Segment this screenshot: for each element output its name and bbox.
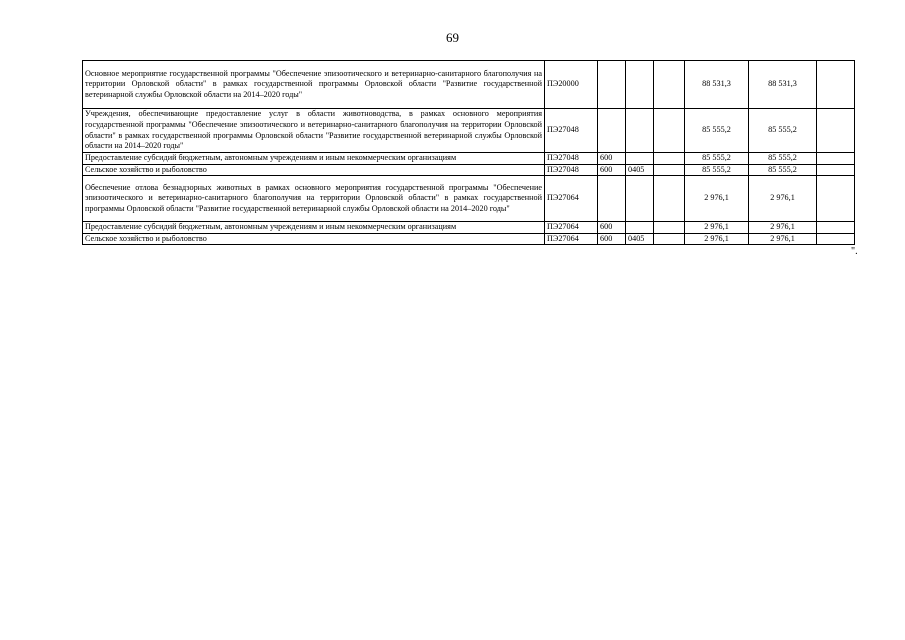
row-blank [654, 164, 685, 176]
row-name: Основное мероприятие государственной программы "Обеспечение эпизоотического и ветеринарно-санитарного благополучия на территории Орловской области" в рамках государственной программы Орловской области "Развитие государственной ветеринарной службы Орловской области на 2014–2020 годы" [83, 61, 545, 109]
row-sum1: 2 976,1 [685, 176, 749, 222]
row-vr: 600 [598, 164, 626, 176]
row-sum1: 2 976,1 [685, 222, 749, 234]
row-rz: 0405 [626, 233, 654, 245]
row-vr: 600 [598, 233, 626, 245]
row-sum2: 2 976,1 [749, 176, 817, 222]
row-name: Учреждения, обеспечивающие предоставление услуг в области животноводства, в рамках основного мероприятия государственной программы "Обеспечение эпизоотического и ветеринарно-санитарного благополучия на территории Орловской области" в рамках государственной программы Орловской области "Развитие государственной ветеринарной службы Орловской области на 2014–2020 годы" [83, 109, 545, 153]
row-sum1: 2 976,1 [685, 233, 749, 245]
table-row [83, 176, 855, 222]
row-rz: 0405 [626, 164, 654, 176]
row-sum1: 88 531,3 [685, 61, 749, 109]
table-row [83, 61, 855, 109]
table-row [83, 164, 855, 176]
row-code: ПЭ27064 [545, 222, 598, 234]
row-vr [598, 176, 626, 222]
row-blank [654, 61, 685, 109]
row-blank [654, 109, 685, 153]
row-sum2: 85 555,2 [749, 153, 817, 165]
closing-quote-mark: ". [851, 246, 858, 257]
row-vr [598, 61, 626, 109]
budget-table [82, 60, 855, 245]
row-extra [817, 109, 855, 153]
row-sum2: 85 555,2 [749, 164, 817, 176]
row-code: ПЭ20000 [545, 61, 598, 109]
row-rz [626, 222, 654, 234]
table-row [83, 222, 855, 234]
row-sum1: 85 555,2 [685, 153, 749, 165]
row-code: ПЭ27064 [545, 233, 598, 245]
row-name: Предоставление субсидий бюджетным, автономным учреждениям и иным некоммерческим организациям [83, 153, 545, 165]
row-extra [817, 153, 855, 165]
row-rz [626, 153, 654, 165]
row-sum2: 88 531,3 [749, 61, 817, 109]
row-extra [817, 176, 855, 222]
row-rz [626, 61, 654, 109]
row-sum2: 2 976,1 [749, 222, 817, 234]
row-vr [598, 109, 626, 153]
page-number: 69 [446, 30, 459, 45]
row-code: ПЭ27048 [545, 153, 598, 165]
row-extra [817, 233, 855, 245]
row-blank [654, 176, 685, 222]
row-vr: 600 [598, 222, 626, 234]
table-row [83, 109, 855, 153]
row-name: Обеспечение отлова безнадзорных животных в рамках основного мероприятия государственной программы "Обеспечение эпизоотического и ветеринарно-санитарного благополучия на территории Орловской области" в рамках государственной программы Орловской области "Развитие государственной ветеринарной службы Орловской области на 2014–2020 годы" [83, 176, 545, 222]
row-extra [817, 222, 855, 234]
table-row [83, 233, 855, 245]
row-rz [626, 176, 654, 222]
row-sum2: 2 976,1 [749, 233, 817, 245]
row-sum1: 85 555,2 [685, 164, 749, 176]
row-code: ПЭ27064 [545, 176, 598, 222]
row-sum1: 85 555,2 [685, 109, 749, 153]
row-code: ПЭ27048 [545, 164, 598, 176]
row-vr: 600 [598, 153, 626, 165]
row-extra [817, 61, 855, 109]
row-rz [626, 109, 654, 153]
row-code: ПЭ27048 [545, 109, 598, 153]
row-name: Сельское хозяйство и рыболовство [83, 233, 545, 245]
row-extra [817, 164, 855, 176]
row-blank [654, 153, 685, 165]
row-sum2: 85 555,2 [749, 109, 817, 153]
table-row [83, 153, 855, 165]
row-name: Сельское хозяйство и рыболовство [83, 164, 545, 176]
row-blank [654, 222, 685, 234]
row-name: Предоставление субсидий бюджетным, автономным учреждениям и иным некоммерческим организациям [83, 222, 545, 234]
row-blank [654, 233, 685, 245]
